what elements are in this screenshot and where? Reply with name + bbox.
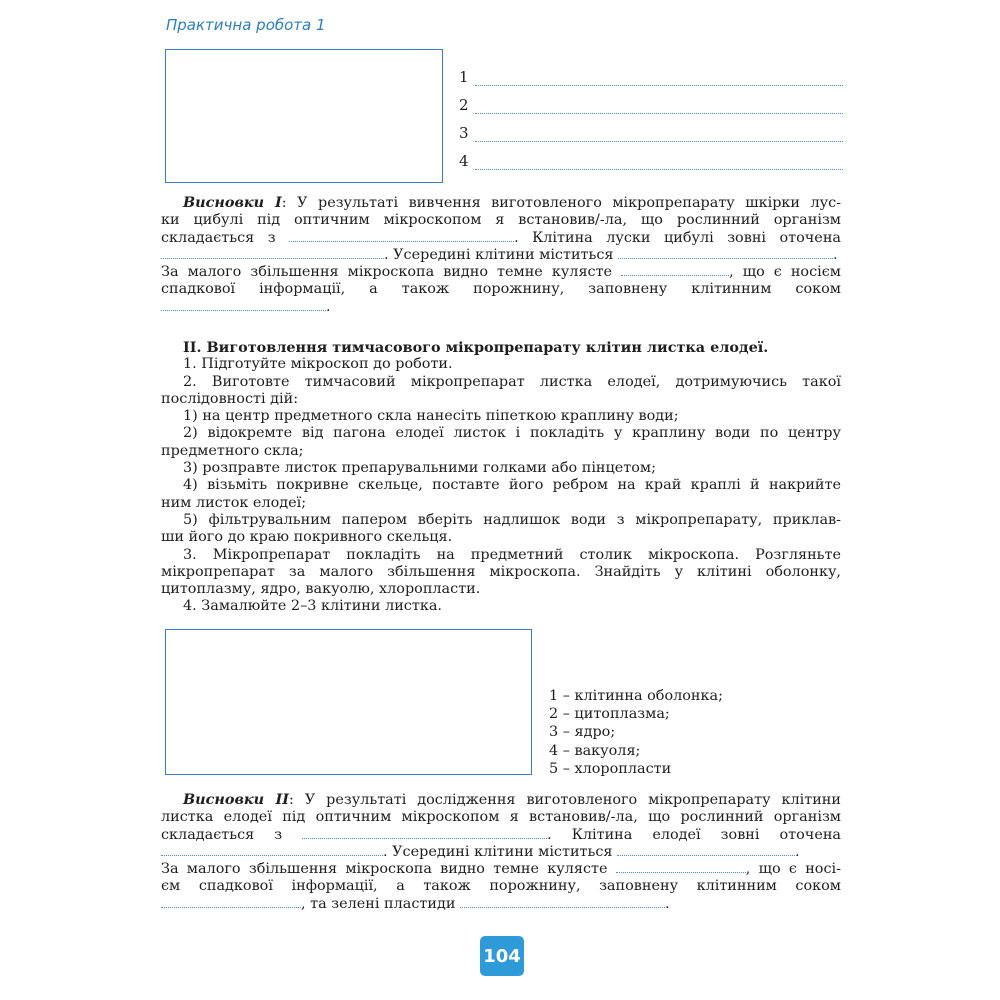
conclusion-1: Висновки I: У результаті вивчення виготовленого мікропрепарату шкірки лус- ки цибулі під оптичним мікроскопом я встановив/-ла, що рослинний організм складається з . Клітина луски цибулі зовні оточена . Усередині клітини міститься . За малого збільшення мікроскопа видно темне кулясте , що є носієм спадкової інформації, а також порожнину, заповнену клітинним соком . — [161, 194, 841, 315]
conclusion-label: Висновки I — [183, 194, 282, 211]
blank-field[interactable] — [621, 264, 729, 276]
label-line-3[interactable] — [459, 124, 843, 152]
section-2-instructions: II. Виготовлення тимчасового мікропрепарату клітин листка елодеї. 1. Підготуйте мікроскоп до роботи. 2. Виготовте тимчасовий мікропрепарат листка елодеї, дотримуючись такої послідовності дій: 1) на центр предметного скла нанесіть піпеткою краплину води; 2) відокремте від пагона елодеї листок і покладіть у краплину води по центру предметного скла; 3) розправте листок препарувальними голками або пінцетом; 4) візьміть покривне скельце, поставте його ребром на край краплі й накрийте ним листок елодеї; 5) фільтрувальним папером вберіть надлишок води з мікропрепарату, приклав- ши його до краю покривного скельця. 3. Мікропрепарат покладіть на предметний столик мікроскопа. Розгляньте мікропрепарат за малого збільшення мікроскопа. Знайдіть у клітині оболонку, цитоплазму, ядро, вакуолю, хлоропласти. 4. Замалюйте 2–3 клітини листка. — [161, 339, 841, 615]
legend-item: 3 – ядро; — [549, 724, 616, 741]
label-line-2[interactable] — [459, 96, 843, 124]
section-title: II. Виготовлення тимчасового мікропрепарату клітин листка елодеї. — [183, 339, 769, 356]
blank-field[interactable] — [161, 299, 326, 311]
label-number: 4 — [459, 152, 469, 170]
page-number-badge: 104 — [480, 936, 524, 976]
figure-legend — [549, 687, 723, 778]
blank-field[interactable] — [460, 896, 665, 908]
blank-field[interactable] — [161, 896, 301, 908]
drawing-box-onion[interactable] — [165, 49, 443, 183]
blank-field[interactable] — [161, 247, 384, 259]
blank-field[interactable] — [302, 827, 547, 839]
conclusion-2: Висновки II: У результаті дослідження виготовленого мікропрепарату клітини листка елодеї під оптичним мікроскопом я встановив/-ла, що рослинний організм складається з . Клітина елодеї зовні оточена . Усередині клітини міститься . За малого збільшення мікроскопа видно темне кулясте , що є носі- єм спадкової інформації, а також порожнину, заповнену клітинним соком , та зелені пластиди . — [161, 791, 842, 912]
legend-item: 1 – клітинна оболонка; — [549, 688, 723, 704]
label-line-4[interactable] — [459, 152, 843, 180]
label-lines-figure1 — [459, 68, 843, 180]
label-number: 1 — [459, 68, 469, 86]
blank-field[interactable] — [289, 230, 514, 242]
conclusion-label: Висновки II — [183, 791, 289, 808]
blank-field[interactable] — [618, 247, 833, 259]
blank-field[interactable] — [616, 861, 746, 873]
label-line-1[interactable] — [459, 68, 843, 96]
practical-work-title: Практична робота 1 — [166, 16, 326, 34]
blank-field[interactable] — [617, 844, 795, 856]
label-number: 3 — [459, 124, 469, 142]
legend-item: 5 – хлоропласти — [549, 760, 672, 777]
legend-item: 4 – вакуоля; — [549, 742, 641, 759]
drawing-box-elodea[interactable] — [165, 629, 532, 775]
blank-field[interactable] — [161, 844, 383, 856]
legend-item: 2 – цитоплазма; — [549, 706, 670, 723]
label-number: 2 — [459, 96, 469, 114]
